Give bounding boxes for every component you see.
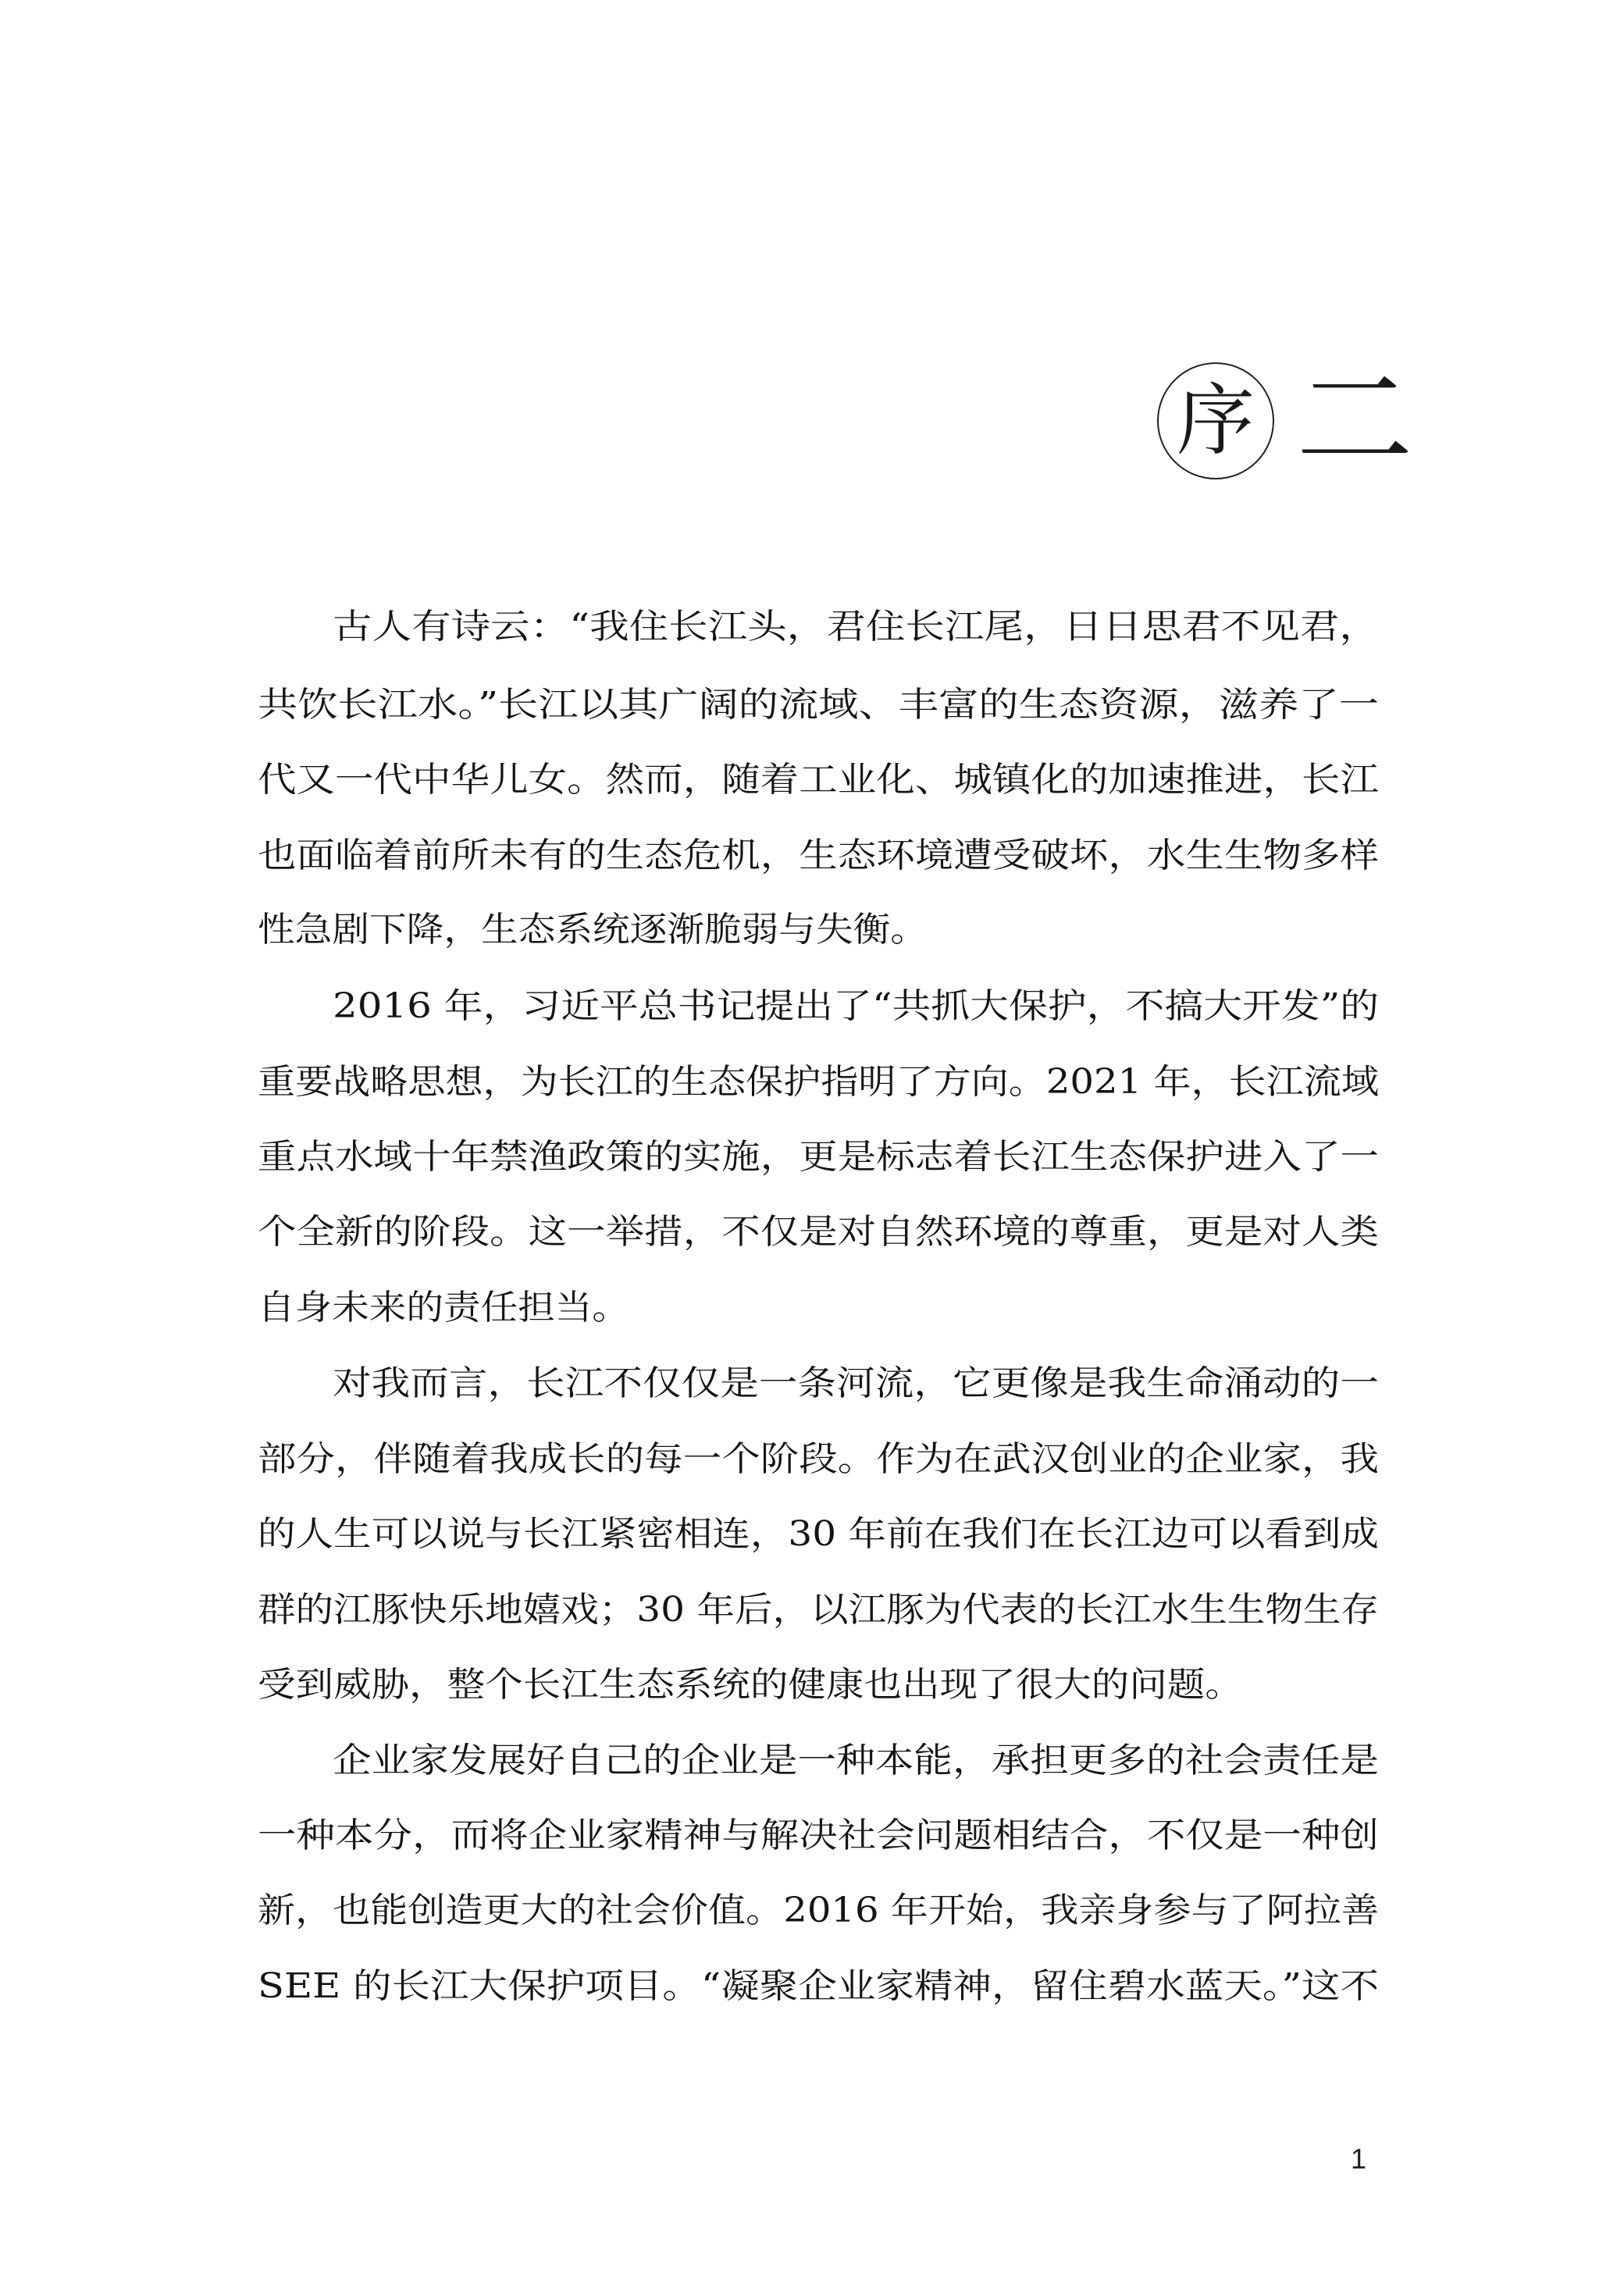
- line-text: 性急剧下降，生态系统逐渐脆弱与失衡。: [258, 910, 928, 950]
- text-line: [0, 1650, 1624, 1720]
- line-text: 受到威胁，整个长江生态系统的健康也出现了很大的问题。: [258, 1665, 1243, 1705]
- line-text: 群的江豚快乐地嬉戏；30 年后，以江豚为代表的长江水生生物生存: [258, 1590, 1379, 1630]
- text-line: [0, 670, 1624, 740]
- text-line: [0, 1575, 1624, 1645]
- text-line: [0, 1047, 1624, 1117]
- text-line: [0, 1349, 1624, 1419]
- line-text: 共饮长江水。”长江以其广阔的流域、丰富的生态资源，滋养了一: [258, 685, 1379, 725]
- line-text: 企业家发展好自己的企业是一种本能，承担更多的社会责任是: [333, 1741, 1379, 1780]
- text-line: [0, 1499, 1624, 1570]
- line-text: 对我而言，长江不仅仅是一条河流，它更像是我生命涌动的一: [333, 1363, 1379, 1403]
- text-line: [0, 971, 1624, 1042]
- text-line: [0, 1424, 1624, 1495]
- text-line: [0, 1197, 1624, 1267]
- line-text: 自身未来的责任担当。: [258, 1288, 629, 1327]
- line-text: 重要战略思想，为长江的生态保护指明了方向。2021 年，长江流域: [258, 1062, 1380, 1102]
- text-line: [0, 821, 1624, 891]
- line-text: 部分，伴随着我成长的每一个阶段。作为在武汉创业的企业家，我: [258, 1439, 1380, 1479]
- line-text: 代又一代中华儿女。然而，随着工业化、城镇化的加速推进，长江: [258, 760, 1380, 800]
- line-text: 个全新的阶段。这一举措，不仅是对自然环境的尊重，更是对人类: [258, 1212, 1380, 1252]
- text-line: [0, 895, 1624, 965]
- heading-char: 二: [1296, 353, 1414, 489]
- line-text: 古人有诗云：“我住长江头，君住长江尾，日日思君不见君，: [333, 607, 1379, 647]
- page-number: 1: [1350, 2143, 1366, 2175]
- line-text: 也面临着前所未有的生态危机，生态环境遭受破坏，水生生物多样: [258, 836, 1380, 875]
- text-line: [0, 1726, 1624, 1796]
- circled-heading-char: 序: [1157, 362, 1274, 479]
- line-text: 的人生可以说与长江紧密相连，30 年前在我们在长江边可以看到成: [258, 1514, 1379, 1554]
- text-line: [0, 1876, 1624, 1946]
- line-text: SEE 的长江大保护项目。“凝聚企业家精神，留住碧水蓝天。”这不: [258, 1966, 1380, 2006]
- text-line: [0, 1273, 1624, 1343]
- text-line: [0, 1801, 1624, 1871]
- line-text: 2016 年，习近平总书记提出了“共抓大保护，不搞大开发”的: [333, 986, 1380, 1026]
- text-line: [0, 592, 1624, 662]
- line-text: 重点水域十年禁渔政策的实施，更是标志着长江生态保护进入了一: [258, 1137, 1380, 1177]
- text-line: [0, 1951, 1624, 2022]
- section-heading: [1157, 353, 1414, 489]
- line-text: 一种本分，而将企业家精神与解决社会问题相结合，不仅是一种创: [258, 1816, 1380, 1855]
- text-line: [0, 745, 1624, 815]
- text-line: [0, 1122, 1624, 1192]
- line-text: 新，也能创造更大的社会价值。2016 年开始，我亲身参与了阿拉善: [258, 1890, 1380, 1930]
